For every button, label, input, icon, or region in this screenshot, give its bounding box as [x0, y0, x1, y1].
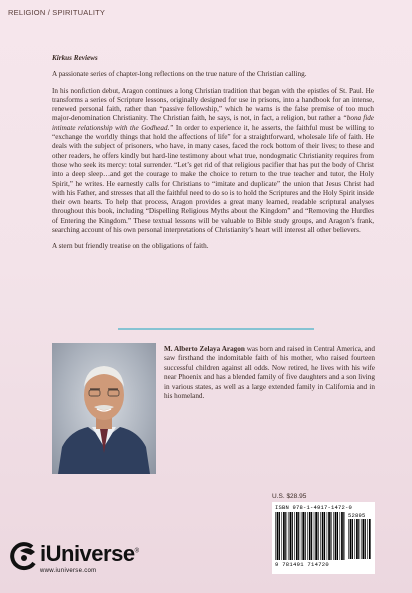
- barcode-bar: [322, 512, 324, 560]
- barcode-bar: [302, 512, 304, 560]
- barcode-bar: [324, 512, 325, 560]
- barcode-bar: [320, 512, 321, 560]
- barcode-bar: [337, 512, 338, 560]
- barcode-bar: [369, 519, 371, 559]
- barcode-bar: [328, 512, 330, 560]
- barcode-bar: [341, 512, 343, 560]
- category-label: RELIGION / SPIRITUALITY: [8, 8, 106, 17]
- barcode: [272, 502, 375, 574]
- publisher-logo: [10, 541, 180, 577]
- iuniverse-logo-icon: [10, 541, 38, 571]
- barcode-bar: [298, 512, 299, 560]
- barcode-bar: [327, 512, 328, 560]
- review-source: Kirkus Reviews: [52, 54, 98, 62]
- barcode-bar: [311, 512, 312, 560]
- addon-bars: [348, 519, 372, 559]
- barcode-bar: [318, 512, 319, 560]
- barcode-bar: [292, 512, 293, 560]
- barcode-bar: [330, 512, 331, 560]
- barcode-bar: [354, 519, 355, 559]
- barcode-bar: [296, 512, 298, 560]
- barcode-bar: [367, 519, 368, 559]
- barcode-bar: [301, 512, 302, 560]
- publisher-name-text: iUniverse: [40, 541, 135, 566]
- barcode-bar: [333, 512, 334, 560]
- review-section: [52, 54, 374, 259]
- review-conclusion: A stern but friendly treatise on the obligations of faith.: [52, 242, 209, 251]
- barcode-bar: [365, 519, 366, 559]
- review-intro: A passionate series of chapter-long reflections on the true nature of the Christian calling.: [52, 70, 307, 79]
- review-body-part1: In his nonfiction debut, Aragon continues a long Christian tradition that began with the epistles of St. Paul. He transforms a series of Scripture lessons, originally designed for use in prisons, into a handbook for an intense, renewed personal faith, rather than “passive fellowship,” which he warns is the false premise of too much major-denomination Christianity. The Christian faith, he says, is not, in fact, a religion, but rather a: [52, 86, 374, 123]
- review-body-emphasis: “bona fide intimate relationship with the Godhead.”: [52, 114, 374, 132]
- author-photo: [52, 343, 156, 474]
- barcode-bar: [294, 512, 295, 560]
- section-divider: [118, 328, 314, 330]
- barcode-bar: [307, 512, 308, 560]
- publisher-name: [40, 541, 138, 567]
- barcode-bar: [315, 512, 317, 560]
- barcode-bar: [348, 519, 349, 559]
- barcode-bar: [350, 519, 352, 559]
- isbn-text: ISBN 978-1-4917-1472-0: [275, 504, 353, 511]
- barcode-bar: [309, 512, 311, 560]
- ean-bars: [275, 512, 345, 560]
- ean-digits: 9 781491 714720: [275, 561, 330, 568]
- barcode-bar: [314, 512, 315, 560]
- barcode-bar: [356, 519, 358, 559]
- barcode-bar: [290, 512, 292, 560]
- barcode-bar: [283, 512, 285, 560]
- review-body-part2: In order to experience it, he asserts, the faithful must be willing to “exchange the worldly things that hold the affections of life” for a straightforward, wholesale life of faith. He deals with the subject of prisoners, who have, in many cases, faced the rock bottom of their lives; to these and other readers, he offers kindly but hard-line testimony about what true, nondogmatic Christianity requires from those who seek its mercy: total surrender. “Let’s get rid of that religious pacifier that has put the body of Christ into a deep sleep…and get the courage to make the choice to return to the true teacher and tutor, the Holy Spirit,” he writes. He earnestly calls for Christians to “imitate and duplicate” the union that Jesus Christ had with his Father, and stresses that all the faithful need to do so is to hold the Scriptures and the Holy Spirit inside their own hearts. To help that process, Aragon provides a great many learned, readable scriptural analyses throughout this book, including “Dispelling Religious Myths about the Kingdom” and “Removing the Hurdles of Entering the Kingdom.” These textual lessons will be valuable to Bible study groups, and Aragon’s frank, searching account of his own personal interpretations of Christianity’s heart will interest all other believers.: [52, 123, 374, 235]
- barcode-bar: [305, 512, 306, 560]
- author-bio: [164, 345, 375, 401]
- barcode-bar: [277, 512, 279, 560]
- author-portrait-image: [52, 343, 156, 474]
- barcode-bar: [358, 519, 359, 559]
- barcode-bar: [363, 519, 365, 559]
- barcode-bar: [275, 512, 276, 560]
- barcode-bars: [275, 512, 372, 560]
- barcode-bar: [340, 512, 341, 560]
- barcode-bar: [279, 512, 280, 560]
- addon-digits: 52895: [348, 512, 366, 519]
- barcode-bar: [361, 519, 362, 559]
- trademark-symbol: ®: [134, 548, 139, 555]
- barcode-bar: [288, 512, 289, 560]
- author-bio-text: was born and raised in Central America, and saw firsthand the indomitable faith of his mother, who raised fourteen successful children against all odds. Now retired, he lives with his wife near Phoenix and has a blended family of five daughters and a son living in various states, as well as a large extended family in California and in his homeland.: [164, 345, 375, 401]
- publisher-url: www.iuniverse.com: [40, 568, 97, 574]
- barcode-bar: [281, 512, 282, 560]
- barcode-bar: [352, 519, 353, 559]
- barcode-bar: [285, 512, 286, 560]
- review-body: [52, 87, 374, 236]
- barcode-bar: [343, 512, 344, 560]
- price-label: U.S. $28.95: [272, 493, 307, 500]
- author-name: M. Alberto Zelaya Aragon: [164, 345, 245, 353]
- barcode-bar: [335, 512, 337, 560]
